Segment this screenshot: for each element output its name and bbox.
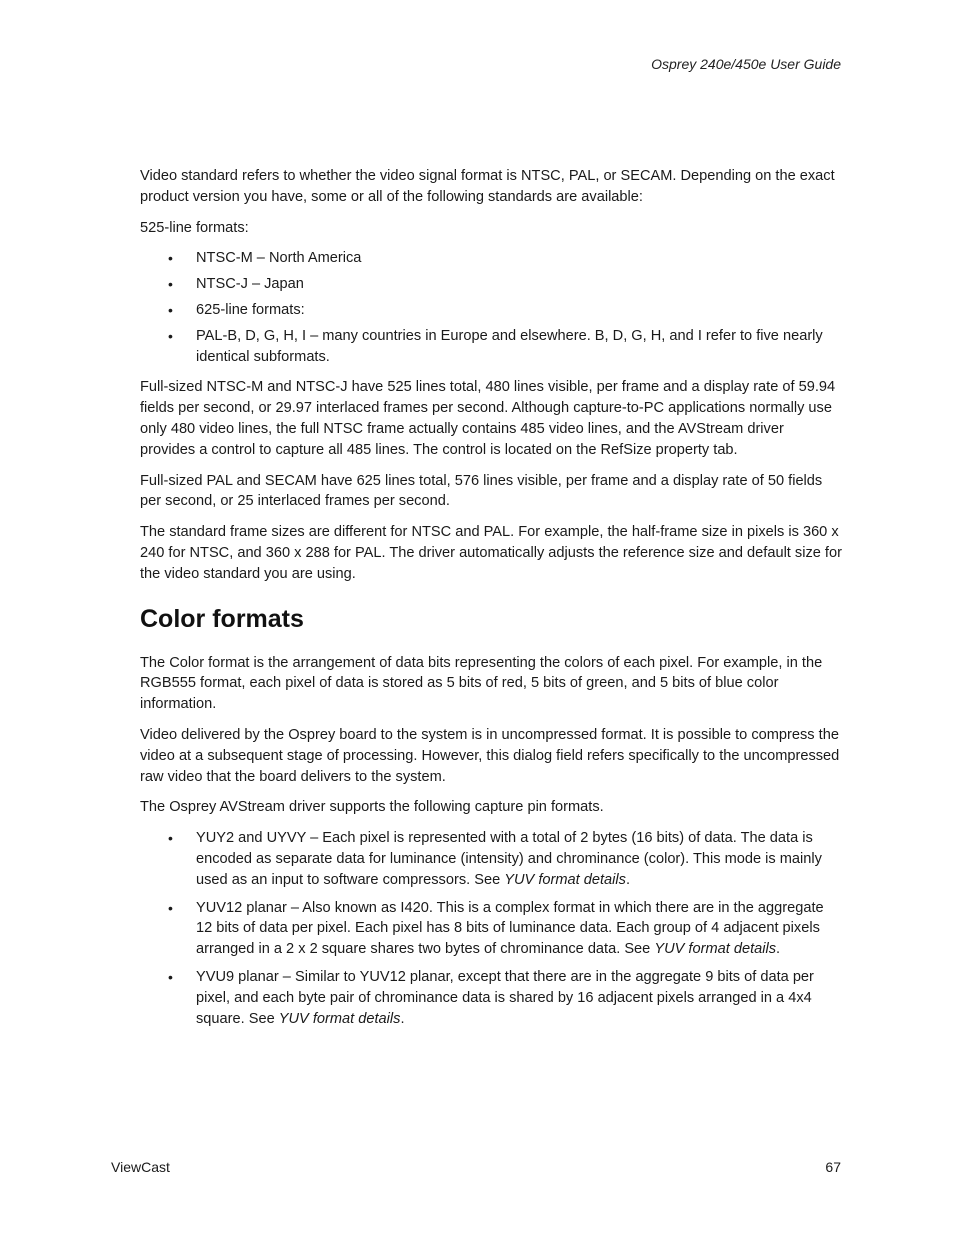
page-header-title: Osprey 240e/450e User Guide [651,56,841,72]
cross-reference-link: YUV format details [278,1010,401,1027]
uncompressed-paragraph: Video delivered by the Osprey board to the system is in uncompressed format. It is possible to compress the video at a subsequent stage of processing. However, this dialog field refers specifically to the uncompressed raw video that the board delivers to the system. [140,726,840,785]
ntsc-paragraph: Full-sized NTSC-M and NTSC-J have 525 lines total, 480 lines visible, per frame and a display rate of 59.94 fields per second, or 29.97 interlaced frames per second. Although capture-to-PC applications normally use only 480 video lines, the full NTSC frame actually contains 485 video lines, and the AVStream driver provides a control to capture all 485 lines. The control is located on the RefSize property tab. [140,379,836,458]
pin-formats-list [140,828,842,1029]
list-item: • PAL-B, D, G, H, I – many countries in Europe and elsewhere. B, D, G, H, and I refer to five nearly identical subformats. [140,326,842,368]
list-item: • YUY2 and UYVY – Each pixel is represented with a total of 2 bytes (16 bits) of data. The data is encoded as separate data for luminance (intensity) and chrominance (color). This mode is mainly used as an input to software compressors. See YUV format details. [140,828,842,890]
intro-paragraph: Video standard refers to whether the video signal format is NTSC, PAL, or SECAM. Depending on the exact product version you have, some or all of the following standards are available: [140,168,835,205]
footer-page-number: 67 [825,1159,841,1175]
supports-paragraph: The Osprey AVStream driver supports the following capture pin formats. [140,799,604,816]
page-content [140,166,842,1039]
frame-sizes-paragraph: The standard frame sizes are different for NTSC and PAL. For example, the half-frame size in pixels is 360 x 240 for NTSC, and 360 x 288 for PAL. The driver automatically adjusts the reference size and default size for the video standard you are using. [140,524,842,582]
pal-paragraph: Full-sized PAL and SECAM have 625 lines total, 576 lines visible, per frame and a display rate of 50 fields per second, or 25 interlaced frames per second. [140,472,823,510]
list-item: • 625-line formats: [140,300,842,321]
footer-company: ViewCast [111,1159,170,1175]
section-heading: Color formats [140,604,304,633]
list-item: • YUV12 planar – Also known as I420. This is a complex format in which there are in the aggregate 12 bits of data per pixel. Each pixel has 8 bits of luminance data. Each group of 4 adjacent pixels arranged in a 2 x 2 square shares two bytes of chrominance data. See YUV format details. [140,898,842,960]
standards-list [140,248,842,367]
list-item: • YVU9 planar – Similar to YUV12 planar, except that there are in the aggregate 9 bits of data per pixel, and each byte pair of chrominance data is shared by 16 adjacent pixels arranged in a 4x4 square. See YUV format details. [140,967,842,1029]
cross-reference-link: YUV format details [654,941,777,958]
list-item: • NTSC-M – North America [140,248,842,269]
formats-label: 525-line formats: [140,219,249,236]
list-item: • NTSC-J – Japan [140,274,842,295]
color-format-paragraph: The Color format is the arrangement of data bits representing the colors of each pixel. For example, in the RGB555 format, each pixel of data is stored as 5 bits of red, 5 bits of green, and 5 bits of blue color information. [140,654,823,713]
cross-reference-link: YUV format details [504,871,626,888]
